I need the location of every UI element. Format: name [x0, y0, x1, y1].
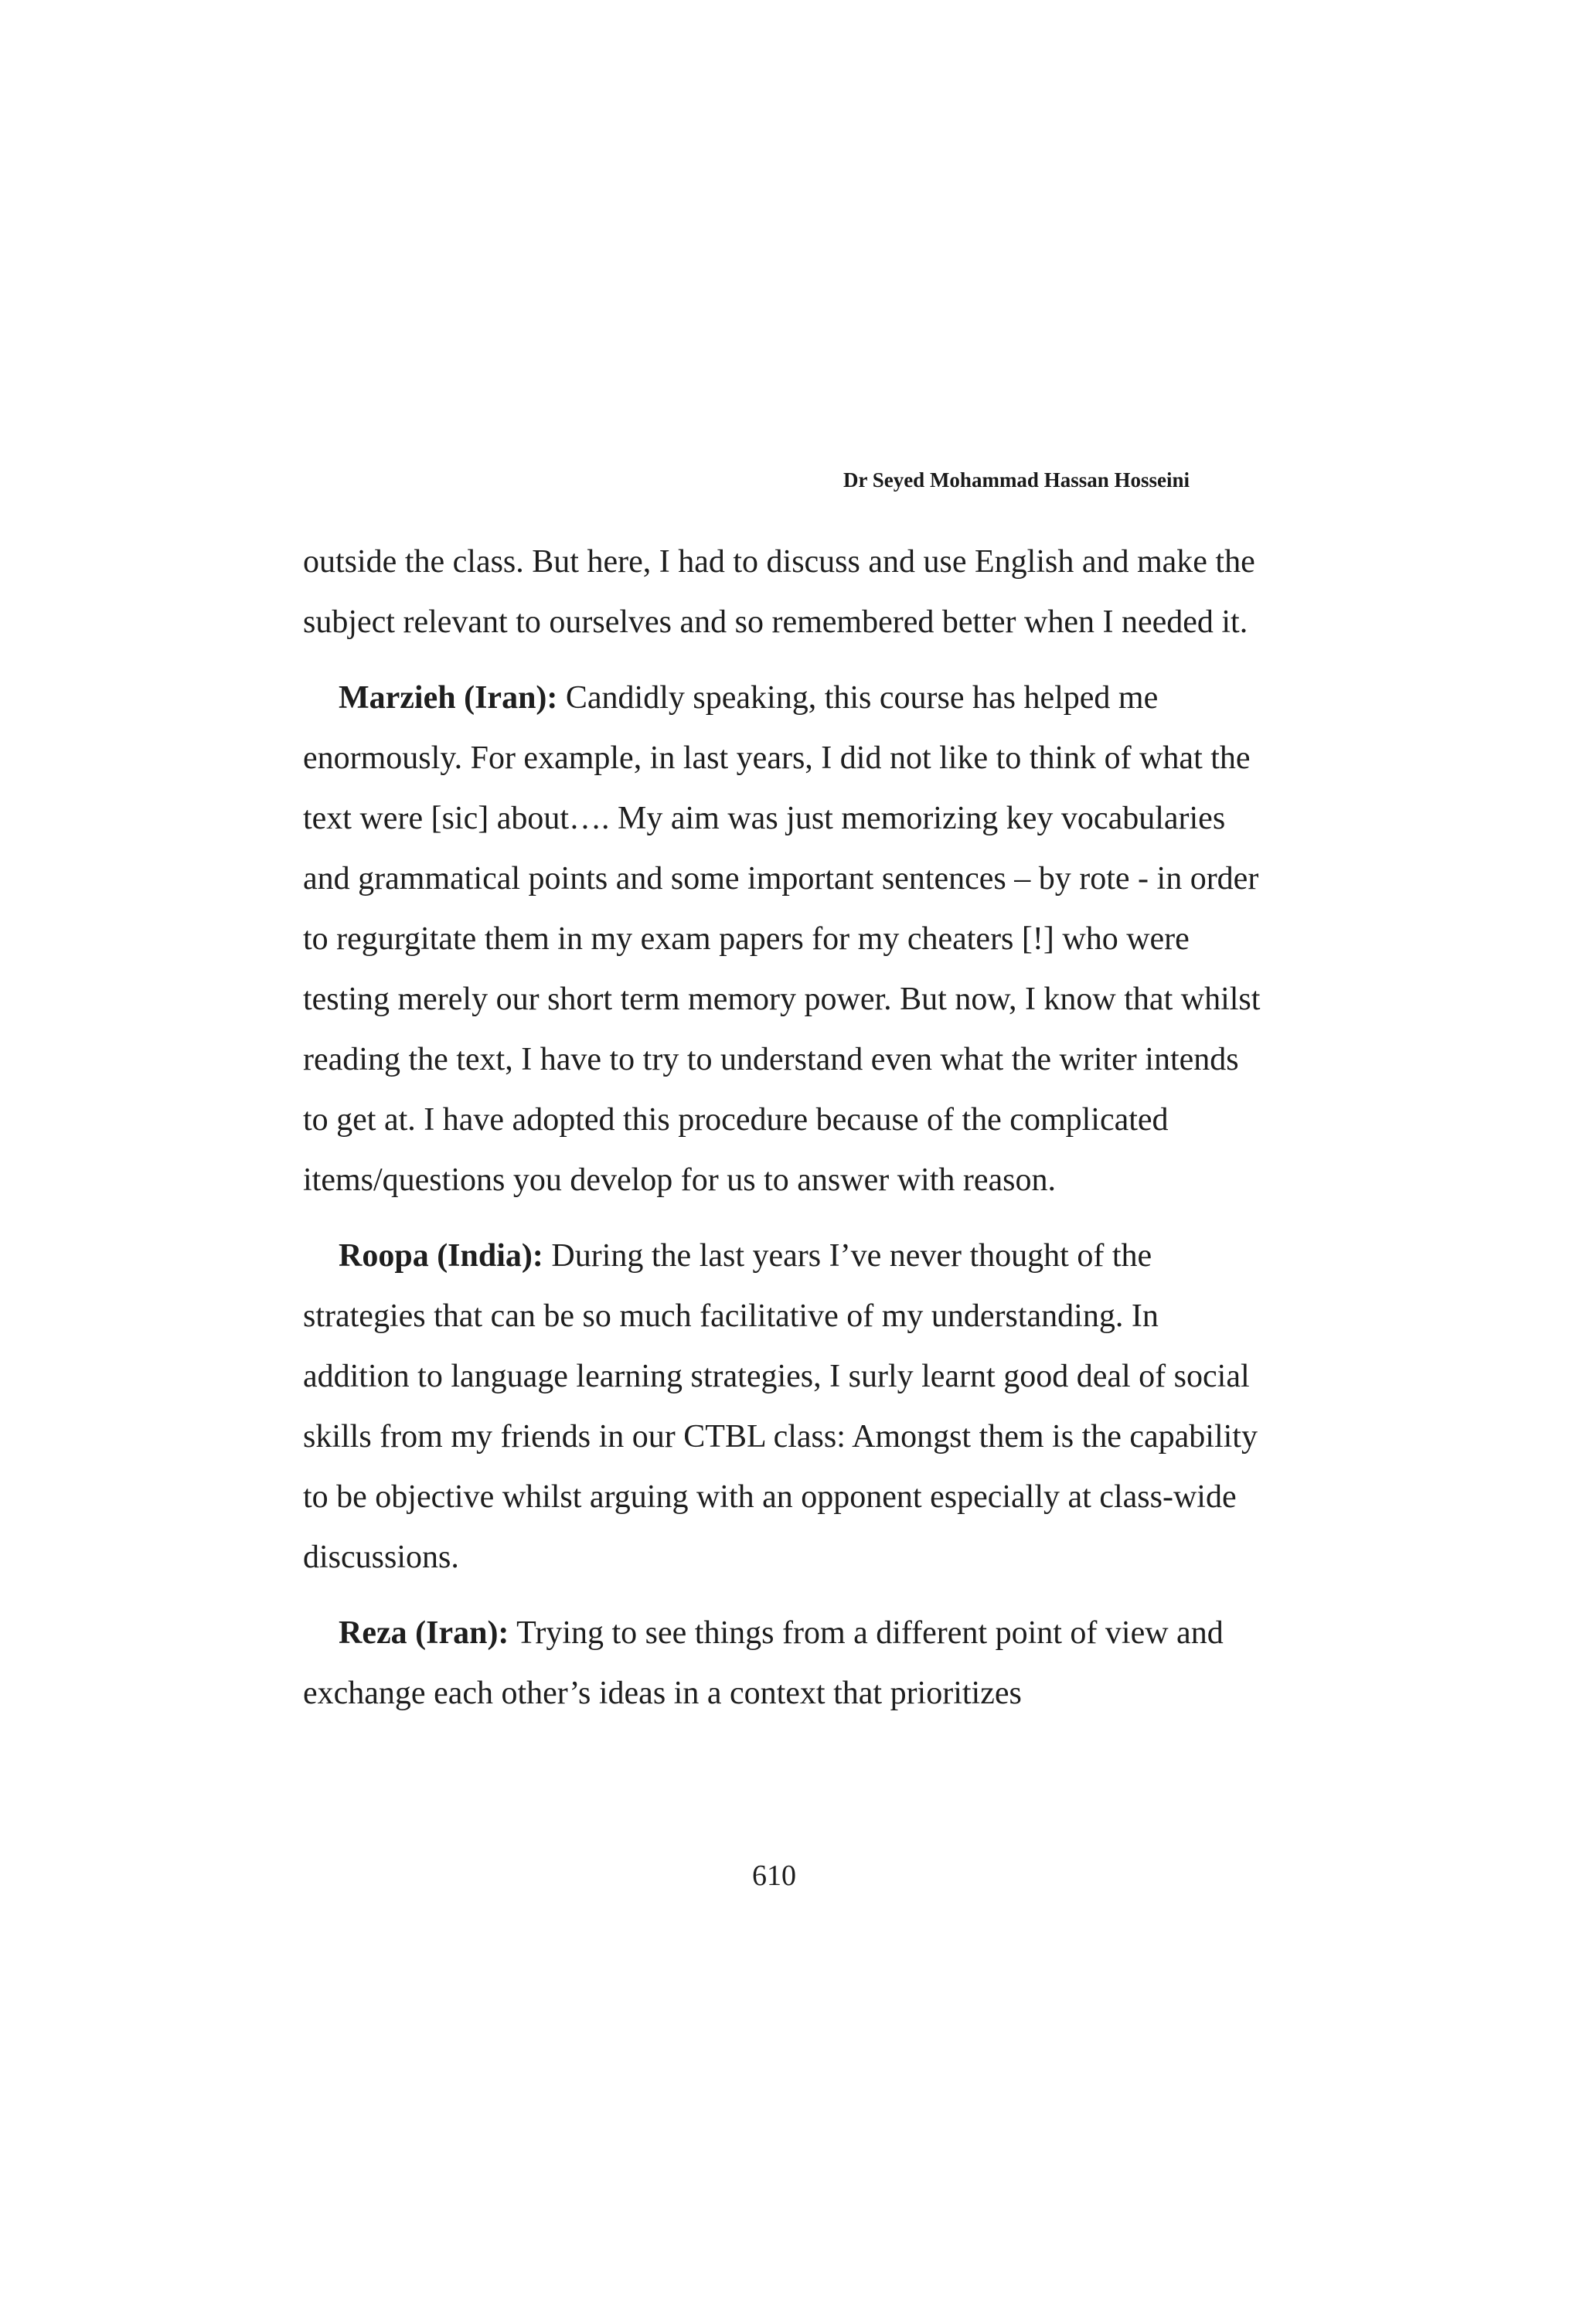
page-number: 610 [752, 1860, 796, 1892]
paragraph-reza [303, 1603, 1261, 1723]
speaker-name: Marzieh (Iran): [339, 680, 558, 716]
paragraph-roopa [303, 1226, 1261, 1587]
paragraph-text: Trying to see things from a different point of view and exchange each other’s ideas in a context that prioritizes [303, 1615, 1224, 1711]
paragraph-text: During the last years I’ve never thought of the strategies that can be so much facilitative of my understanding. In addition to language learning strategies, I surly learnt good deal of social skills from my friends in our CTBL class: Amongst them is the capability to be objective whilst arguing with an opponent especially at class-wide discussions. [303, 1238, 1258, 1575]
speaker-name: Reza (Iran): [339, 1615, 509, 1651]
paragraph-text: Candidly speaking, this course has helped me enormously. For example, in last years, I did not like to think of what the text were [sic] about…. My aim was just memorizing key vocabularies and grammatical points and some important sentences – by rote - in order to regurgitate them in my exam papers for my cheaters [!] who were testing merely our short term memory power. But now, I know that whilst reading the text, I have to try to understand even what the writer intends to get at. I have adopted this procedure because of the complicated items/questions you develop for us to answer with reason. [303, 680, 1261, 1198]
speaker-name: Roopa (India): [339, 1238, 543, 1274]
paragraph-continuation [303, 532, 1261, 652]
running-header-author: Dr Seyed Mohammad Hassan Hosseini [843, 468, 1190, 492]
paragraph-marzieh [303, 668, 1261, 1210]
body-text [303, 532, 1261, 1723]
paragraph-text: outside the class. But here, I had to discuss and use English and make the subject relevant to ourselves and so remembered better when I needed it. [303, 544, 1255, 640]
